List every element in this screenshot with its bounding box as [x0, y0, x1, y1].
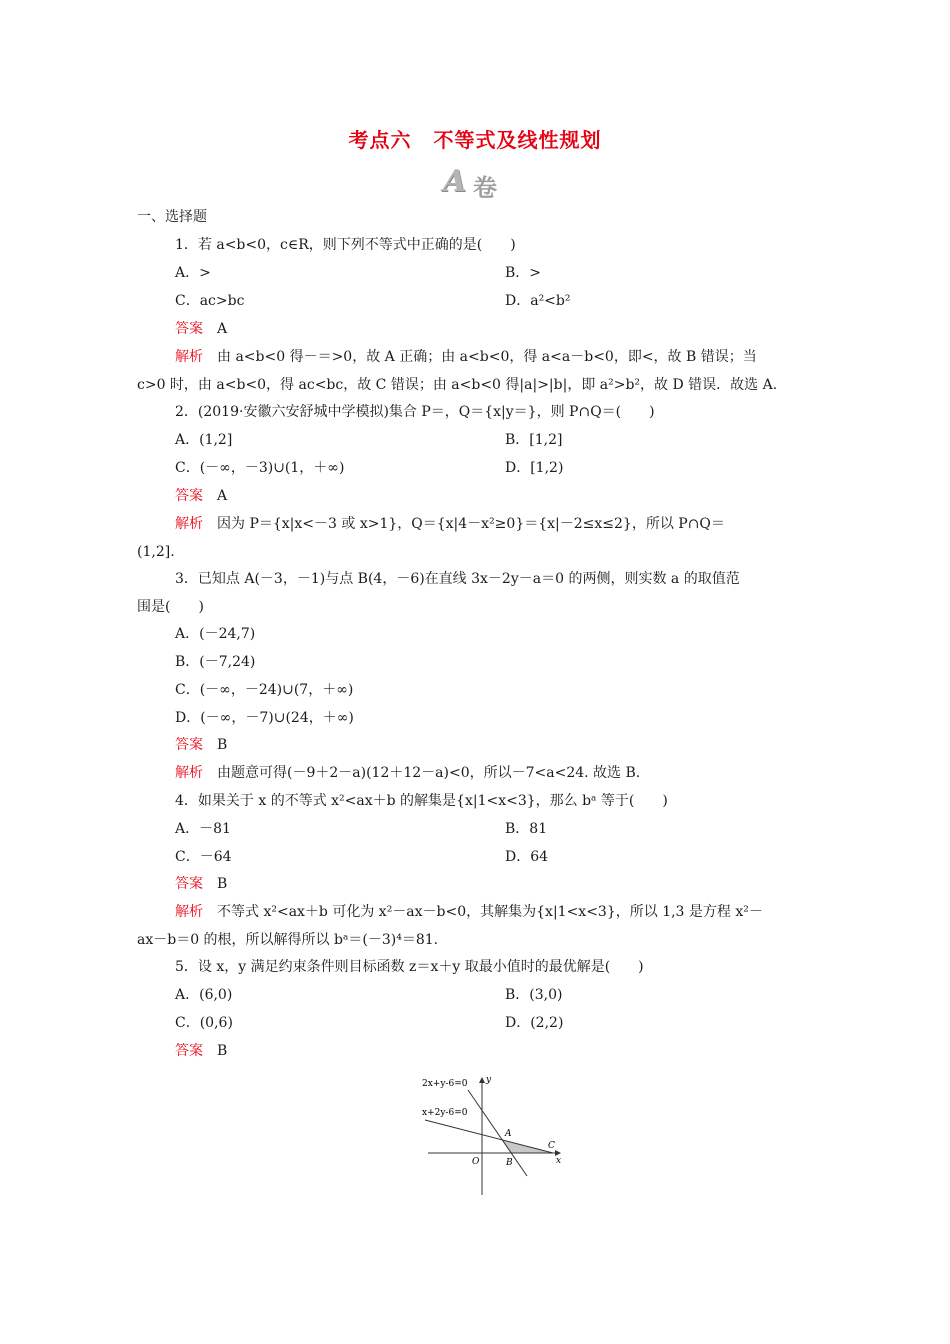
section-heading: 一、选择题 [137, 209, 207, 225]
q4-stem: 4．如果关于 x 的不等式 x²<ax＋b 的解集是{x|1<x<3}，那么 bᵃ 等于( ) [175, 793, 668, 809]
q3-option-b: B．(－7,24) [175, 654, 256, 670]
q1-analysis [175, 347, 757, 367]
q2-stem: 2．(2019·安徽六安舒城中学模拟)集合 P＝，Q＝{x|y＝}，则 P∩Q＝( ) [175, 404, 655, 420]
answer-value: B [217, 1043, 228, 1059]
analysis-text: 因为 P＝{x|x<－3 或 x>1}，Q＝{x|4－x²≥0}＝{x|－2≤x≤2}，所以 P∩Q＝ [217, 516, 725, 532]
q3-option-c: C．(－∞，－24)∪(7，＋∞) [175, 682, 354, 698]
analysis-label: 解析 [175, 904, 203, 920]
q2-option-b: B．[1,2] [505, 432, 563, 448]
volume-badge [443, 164, 543, 202]
analysis-label: 解析 [175, 516, 203, 532]
answer-label: 答案 [175, 488, 203, 504]
analysis-label: 解析 [175, 765, 203, 781]
q1-option-a: A．> [175, 265, 211, 281]
q3-stem: 3．已知点 A(－3，－1)与点 B(4，－6)在直线 3x－2y－a＝0 的两侧，则实数 a 的取值范 [175, 571, 740, 587]
q1-answer [175, 319, 227, 339]
answer-value: A [217, 321, 228, 337]
volume-letter: A [443, 164, 467, 199]
q2-analysis [175, 514, 725, 534]
q5-option-d: D．(2,2) [505, 1015, 564, 1031]
answer-value: B [217, 737, 228, 753]
analysis-text: 不等式 x²<ax＋b 可化为 x²－ax－b<0，其解集为{x|1<x<3}，所以 1,3 是方程 x²－ [217, 904, 763, 920]
q5-option-a: A．(6,0) [175, 987, 233, 1003]
label-line2: x+2y-6=0 [422, 1108, 468, 1118]
title-topic: 不等式及线性规划 [433, 128, 602, 152]
answer-value: B [217, 876, 228, 892]
linear-programming-graph [420, 1070, 570, 1198]
answer-value: A [217, 488, 228, 504]
label-x-axis: x [556, 1156, 562, 1166]
label-point-b: B [506, 1158, 513, 1168]
q1-option-b: B．> [505, 265, 542, 281]
q1-option-c: C．ac>bc [175, 293, 245, 309]
q1-analysis-cont: c>0 时，由 a<b<0，得 ac<bc，故 C 错误；由 a<b<0 得|a|>|b|，即 a²>b²，故 D 错误．故选 A. [137, 377, 778, 393]
q1-option-d: D．a²<b² [505, 293, 571, 309]
q4-option-b: B．81 [505, 821, 548, 837]
q2-option-a: A．(1,2] [175, 432, 233, 448]
q2-option-c: C．(－∞，－3)∪(1，＋∞) [175, 460, 345, 476]
label-point-c: C [548, 1141, 555, 1151]
q4-option-a: A．－81 [175, 821, 231, 837]
analysis-text: 由 a<b<0 得－＝>0，故 A 正确；由 a<b<0，得 a<a－b<0，即<，故 B 错误；当 [217, 349, 757, 365]
answer-label: 答案 [175, 876, 203, 892]
answer-label: 答案 [175, 737, 203, 753]
line-x-2y [425, 1120, 553, 1153]
q5-option-c: C．(0,6) [175, 1015, 233, 1031]
q3-analysis [175, 763, 640, 783]
label-line1: 2x+y-6=0 [422, 1079, 468, 1089]
q4-analysis-cont: ax－b＝0 的根，所以解得所以 bᵃ＝(－3)⁴＝81. [137, 932, 439, 948]
q2-option-d: D．[1,2) [505, 460, 564, 476]
q5-answer [175, 1041, 227, 1061]
q2-analysis-cont: (1,2]. [137, 544, 175, 560]
label-origin: O [472, 1157, 480, 1167]
q3-stem-cont: 围是( ) [137, 599, 204, 615]
q4-analysis [175, 902, 763, 922]
q5-stem: 5．设 x，y 满足约束条件则目标函数 z＝x＋y 取最小值时的最优解是( ) [175, 959, 644, 975]
q3-option-d: D．(－∞，－7)∪(24，＋∞) [175, 710, 354, 726]
answer-label: 答案 [175, 321, 203, 337]
volume-text: 卷 [473, 174, 497, 202]
q2-answer [175, 486, 227, 506]
q4-answer [175, 874, 227, 894]
q4-option-d: D．64 [505, 849, 549, 865]
q3-option-a: A．(－24,7) [175, 626, 256, 642]
label-y-axis: y [486, 1075, 492, 1085]
answer-label: 答案 [175, 1043, 203, 1059]
title-main: 考点六 [348, 128, 412, 152]
label-point-a: A [505, 1129, 512, 1139]
q4-option-c: C．－64 [175, 849, 232, 865]
page-title [0, 124, 950, 153]
q5-option-b: B．(3,0) [505, 987, 563, 1003]
analysis-text: 由题意可得(－9＋2－a)(12＋12－a)<0，所以－7<a<24. 故选 B. [217, 765, 641, 781]
analysis-label: 解析 [175, 349, 203, 365]
q3-answer [175, 735, 227, 755]
q1-stem: 1．若 a<b<0，c∈R，则下列不等式中正确的是( ) [175, 237, 516, 253]
